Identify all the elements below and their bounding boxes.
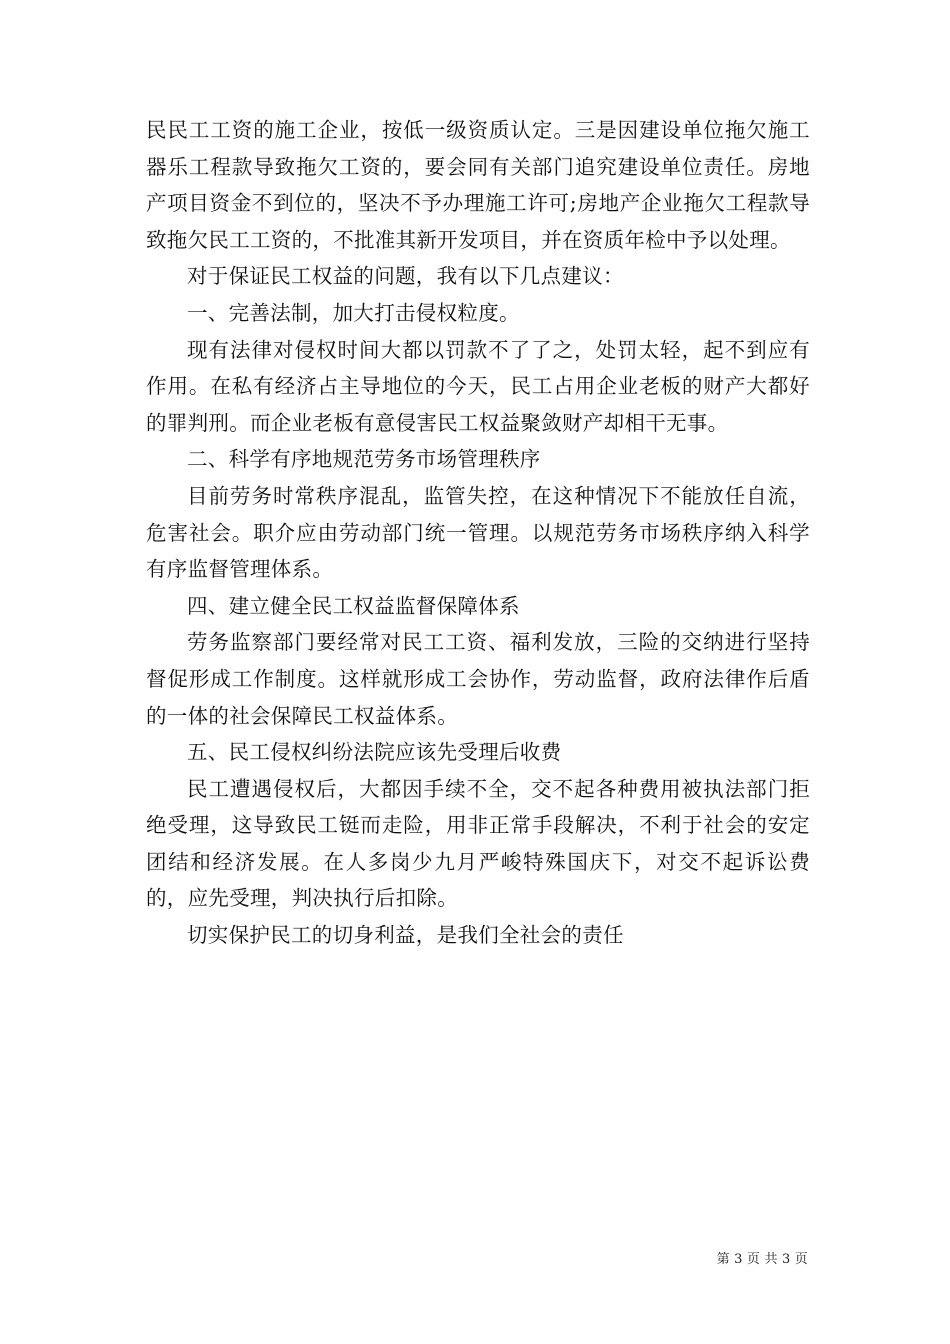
paragraph: 现有法律对侵权时间大都以罚款不了了之，处罚太轻，起不到应有作用。在私有经济占主导地位的今天，民工占用企业老板的财产大都好的罪判刑。而企业老板有意侵害民工权益聚敛财产却相干无事。 bbox=[146, 337, 810, 435]
closing-paragraph: 切实保护民工的切身利益，是我们全社会的责任 bbox=[187, 923, 624, 948]
section-heading: 二、科学有序地规范劳务市场管理秩序 bbox=[187, 447, 541, 472]
section-heading: 一、完善法制，加大打击侵权粒度。 bbox=[187, 300, 520, 325]
paragraph: 对于保证民工权益的问题，我有以下几点建议： bbox=[187, 264, 624, 289]
section-heading: 四、建立健全民工权益监督保障体系 bbox=[187, 593, 520, 618]
paragraph: 劳务监察部门要经常对民工工资、福利发放，三险的交纳进行坚持督促形成工作制度。这样就形成工会协作，劳动监督，政府法律作后盾的一体的社会保障民工权益体系。 bbox=[146, 630, 810, 728]
paragraph: 民工遭遇侵权后，大都因手续不全，交不起各种费用被执法部门拒绝受理，这导致民工铤而走险，用非正常手段解决，不利于社会的安定团结和经济发展。在人多岗少九月严峻特殊国庆下，对交不起诉讼费的，应先受理，判决执行后扣除。 bbox=[146, 776, 810, 911]
page-number: 第 3 页 共 3 页 bbox=[716, 1252, 808, 1267]
paragraph: 目前劳务时常秩序混乱，监管失控，在这种情况下不能放任自流，危害社会。职介应由劳动部门统一管理。以规范劳务市场秩序纳入科学有序监督管理体系。 bbox=[146, 483, 810, 582]
paragraph: 民民工工资的施工企业，按低一级资质认定。三是因建设单位拖欠施工器乐工程款导致拖欠工资的，要会同有关部门追究建设单位责任。房地产项目资金不到位的，坚决不予办理施工许可;房地产企业拖欠工程款导致拖欠民工工资的，不批准其新开发项目，并在资质年检中予以处理。 bbox=[146, 118, 810, 252]
document-body bbox=[146, 112, 810, 954]
section-heading: 五、民工侵权纠纷法院应该先受理后收费 bbox=[187, 740, 562, 765]
